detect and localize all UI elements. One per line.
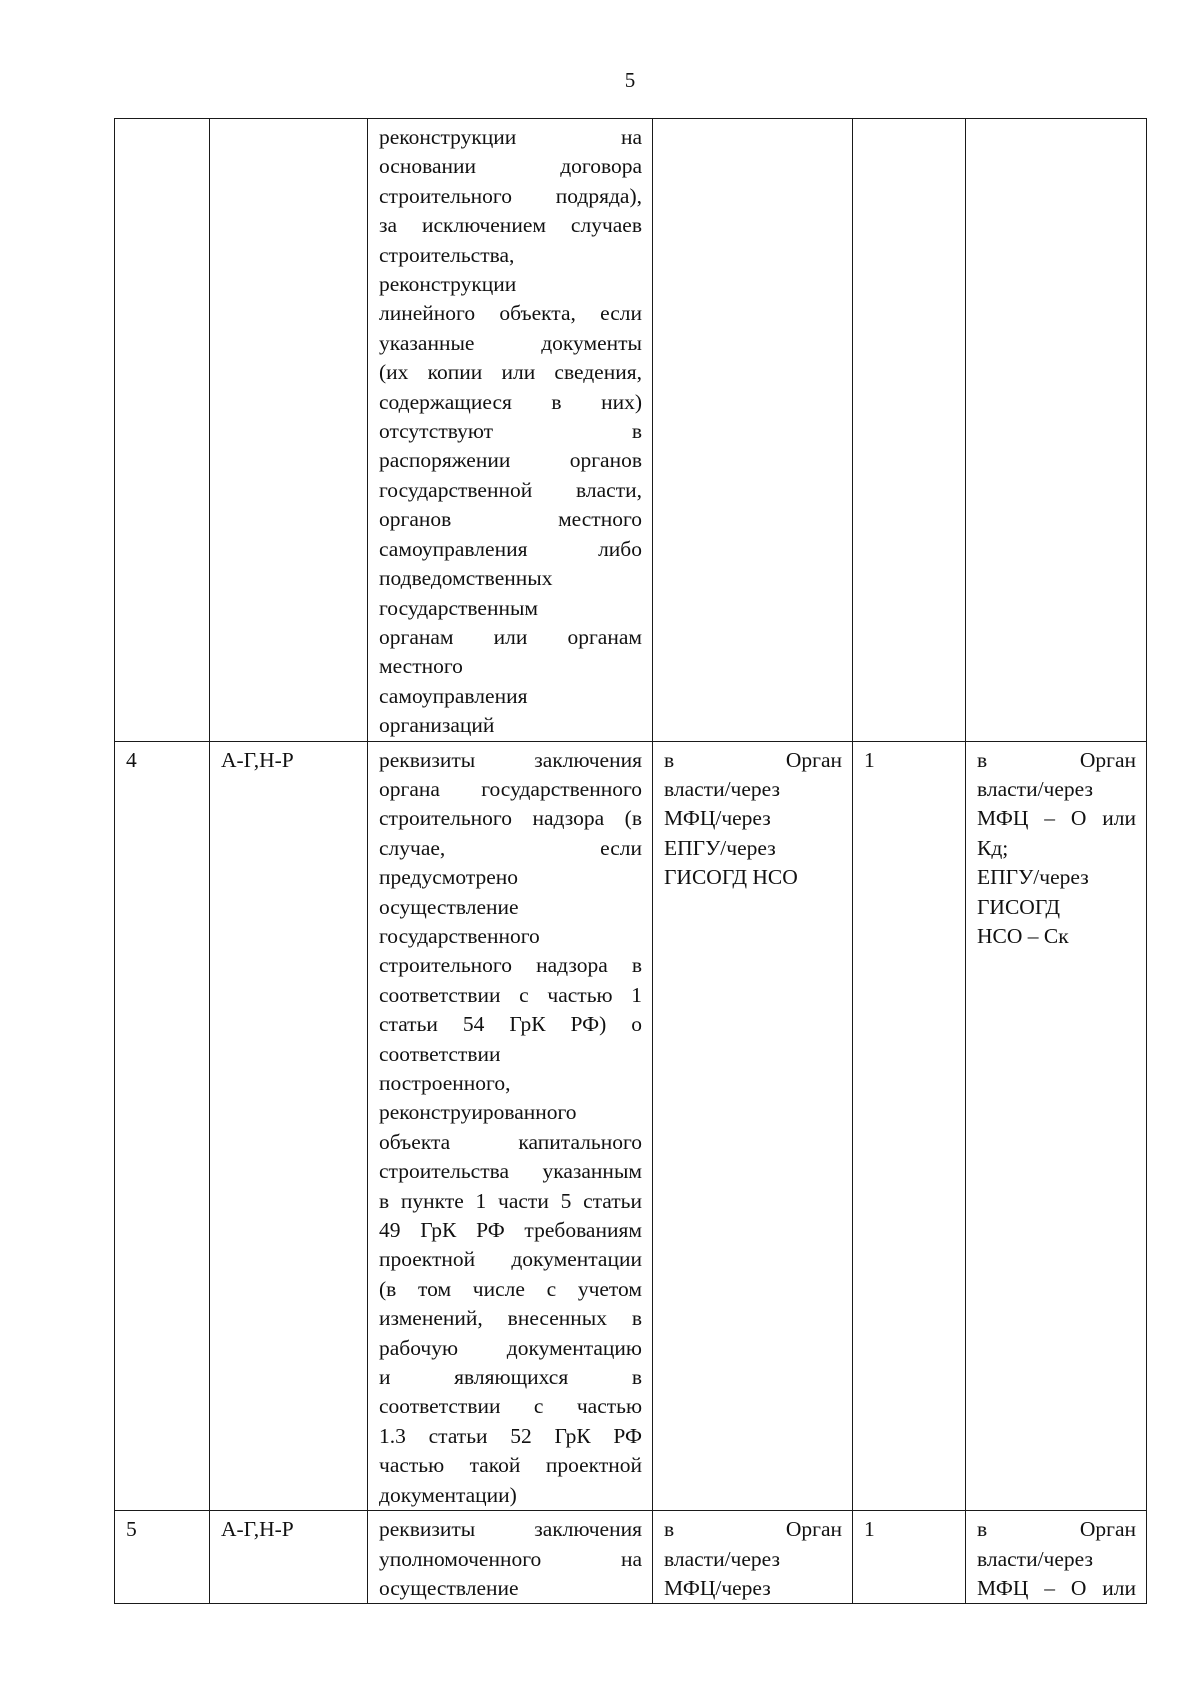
cell-text-line: власти/через bbox=[977, 776, 1093, 801]
cell-text-line: органа государственного bbox=[379, 776, 642, 801]
cell-text-line: соответствии с частью bbox=[379, 1394, 642, 1419]
cell-text-line: Кд; bbox=[977, 835, 1009, 860]
cell-text-line: власти/через bbox=[664, 776, 780, 801]
category-cell: А-Г,Н-Р bbox=[210, 741, 368, 1511]
count-cell: 1 bbox=[853, 1511, 966, 1604]
cell-text-line: ЕПГУ/через bbox=[977, 865, 1089, 890]
cell-text-line: ГИСОГД bbox=[977, 894, 1061, 919]
description-cell bbox=[368, 1511, 653, 1604]
cell-text-line: документации) bbox=[379, 1482, 517, 1507]
cell-text-line: власти/через bbox=[664, 1546, 780, 1571]
cell-text-line: (их копии или сведения, bbox=[379, 360, 642, 385]
cell-text-line: МФЦ/через bbox=[664, 806, 771, 831]
cell-text-line: 1.3 статьи 52 ГрК РФ bbox=[379, 1423, 642, 1448]
cell-text-line: (в том числе с учетом bbox=[379, 1276, 642, 1301]
cell-text-line: содержащиеся в них) bbox=[379, 389, 642, 414]
row-number-cell: 4 bbox=[115, 741, 210, 1511]
cell-text-line: МФЦ – О или bbox=[977, 806, 1136, 831]
cell-text-line: соответствии с частью 1 bbox=[379, 982, 642, 1007]
cell-text-line: власти/через bbox=[977, 1546, 1093, 1571]
cell-text-line: основании договора bbox=[379, 154, 642, 179]
cell-text-line: 49 ГрК РФ требованиям bbox=[379, 1218, 642, 1243]
cell-text-line: МФЦ – О или bbox=[977, 1575, 1136, 1600]
cell-text-line: в Орган bbox=[664, 1517, 842, 1542]
cell-text-line: предусмотрено bbox=[379, 865, 519, 890]
submission-method-cell bbox=[653, 741, 853, 1511]
documents-table bbox=[114, 118, 1147, 1604]
description-cell bbox=[368, 119, 653, 742]
cell-text-line: рабочую документацию bbox=[379, 1335, 642, 1360]
table-row bbox=[115, 741, 1147, 1511]
cell-text-line: строительного надзора в bbox=[379, 953, 642, 978]
cell-text-line: государственным bbox=[379, 595, 539, 620]
cell-text-line: в Орган bbox=[977, 1517, 1136, 1542]
row-number-cell: 5 bbox=[115, 1511, 210, 1604]
cell-text-line: статьи 54 ГрК РФ) о bbox=[379, 1012, 642, 1037]
cell-text-line: строительного подряда), bbox=[379, 183, 642, 208]
cell-text-line: органов местного bbox=[379, 507, 642, 532]
cell-text-line: реконструкции на bbox=[379, 125, 642, 149]
cell-text-line: организаций bbox=[379, 713, 495, 738]
table-row bbox=[115, 119, 1147, 742]
cell-text-line: МФЦ/через bbox=[664, 1575, 771, 1600]
result-method-cell bbox=[966, 741, 1147, 1511]
submission-method-cell bbox=[653, 1511, 853, 1604]
cell-text-line: государственной власти, bbox=[379, 477, 642, 502]
cell-text-line: самоуправления bbox=[379, 683, 528, 708]
cell-text-line: в Орган bbox=[977, 747, 1136, 772]
count-cell bbox=[853, 119, 966, 742]
result-method-cell bbox=[966, 1511, 1147, 1604]
cell-text-line: строительства, bbox=[379, 242, 515, 267]
cell-text-line: осуществление bbox=[379, 1575, 519, 1600]
cell-text-line: органам или органам bbox=[379, 624, 642, 649]
cell-text-line: ЕПГУ/через bbox=[664, 835, 776, 860]
submission-method-cell bbox=[653, 119, 853, 742]
cell-text-line: строительства указанным bbox=[379, 1159, 642, 1184]
cell-text-line: ГИСОГД НСО bbox=[664, 865, 798, 890]
cell-text-line: местного bbox=[379, 654, 463, 679]
cell-text-line: НСО – Ск bbox=[977, 923, 1069, 948]
count-cell: 1 bbox=[853, 741, 966, 1511]
cell-text-line: реквизиты заключения bbox=[379, 1517, 642, 1542]
cell-text-line: государственного bbox=[379, 923, 540, 948]
category-cell: А-Г,Н-Р bbox=[210, 1511, 368, 1604]
cell-text-line: строительного надзора (в bbox=[379, 806, 642, 831]
cell-text-line: изменений, внесенных в bbox=[379, 1306, 642, 1331]
cell-text-line: самоуправления либо bbox=[379, 536, 642, 561]
row-number-cell bbox=[115, 119, 210, 742]
cell-text-line: соответствии bbox=[379, 1041, 501, 1066]
cell-text-line: и являющихся в bbox=[379, 1365, 642, 1390]
cell-text-line: отсутствуют в bbox=[379, 419, 642, 444]
category-cell bbox=[210, 119, 368, 742]
cell-text-line: частью такой проектной bbox=[379, 1453, 642, 1478]
cell-text-line: линейного объекта, если bbox=[379, 301, 642, 326]
cell-text-line: реконструкции bbox=[379, 272, 517, 297]
table-row bbox=[115, 1511, 1147, 1604]
cell-text-line: проектной документации bbox=[379, 1247, 642, 1272]
cell-text-line: построенного, bbox=[379, 1071, 511, 1095]
cell-text-line: объекта капитального bbox=[379, 1129, 642, 1154]
cell-text-line: уполномоченного на bbox=[379, 1546, 642, 1571]
cell-text-line: в Орган bbox=[664, 747, 842, 772]
page-number: 5 bbox=[624, 68, 636, 92]
cell-text-line: подведомственных bbox=[379, 566, 553, 591]
cell-text-line: реквизиты заключения bbox=[379, 747, 642, 772]
cell-text-line: за исключением случаев bbox=[379, 213, 642, 238]
cell-text-line: осуществление bbox=[379, 894, 519, 919]
cell-text-line: распоряжении органов bbox=[379, 448, 642, 473]
cell-text-line: в пункте 1 части 5 статьи bbox=[379, 1188, 642, 1213]
description-cell bbox=[368, 741, 653, 1511]
cell-text-line: реконструированного bbox=[379, 1100, 577, 1125]
cell-text-line: случае, если bbox=[379, 835, 642, 860]
cell-text-line: указанные документы bbox=[379, 330, 642, 355]
result-method-cell bbox=[966, 119, 1147, 742]
